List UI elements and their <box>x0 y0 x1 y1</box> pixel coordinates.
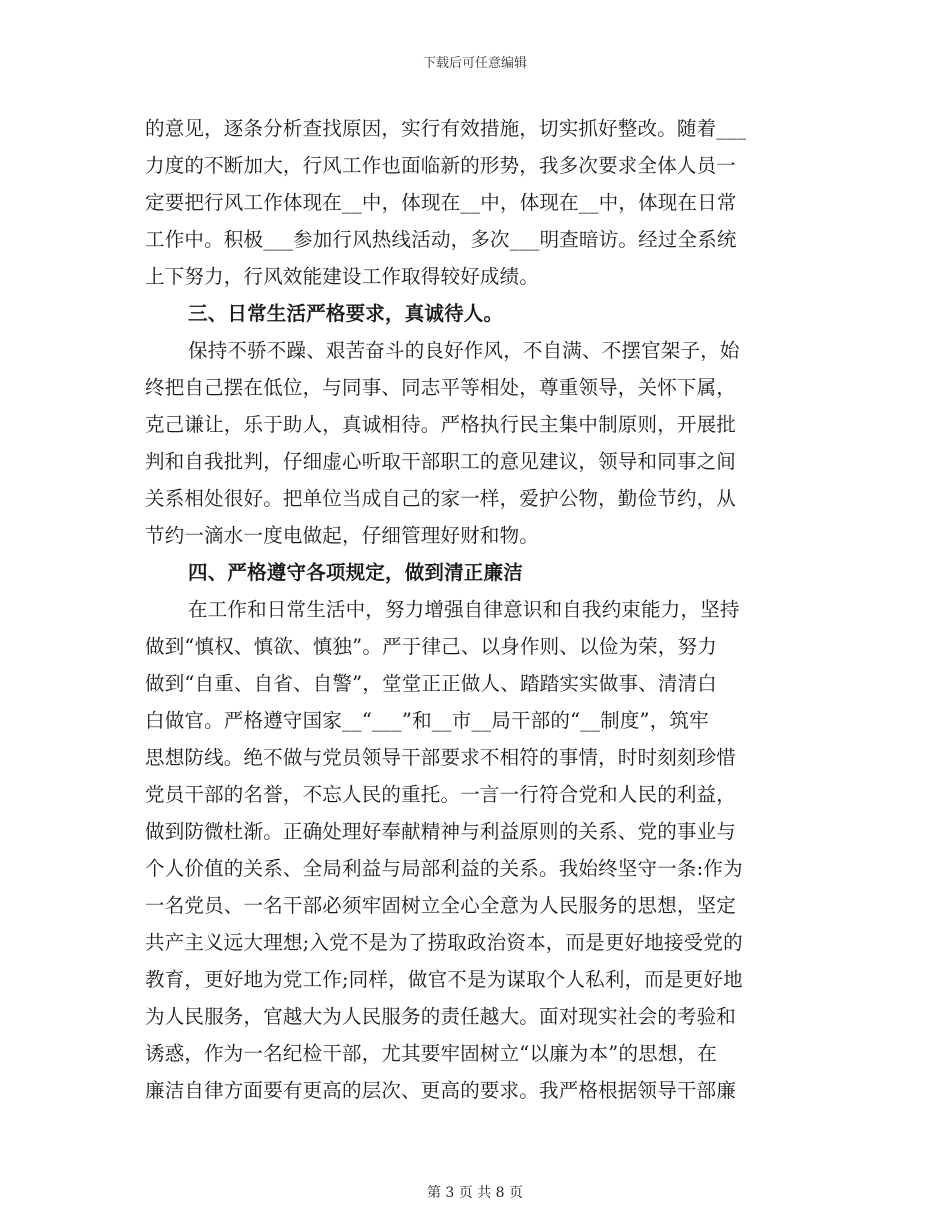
section-heading-4: 四、严格遵守各项规定，做到清正廉洁 <box>188 561 523 584</box>
paragraph-line: 克己谦让，乐于助人，真诚相待。严格执行民主集中制原则，开展批 <box>145 413 737 436</box>
paragraph-line: 工作中。积极___参加行风热线活动，多次___明查暗访。经过全系统 <box>145 228 737 251</box>
paragraph-line: 终把自己摆在低位，与同事、同志平等相处，尊重领导，关怀下属， <box>145 376 737 399</box>
document-body <box>145 110 805 1109</box>
paragraph-line: 个人价值的关系、全局利益与局部利益的关系。我始终坚守一条:作为 <box>145 857 743 880</box>
paragraph-line: 为人民服务，官越大为人民服务的责任越大。面对现实社会的考验和 <box>145 1005 737 1028</box>
paragraph-line: 廉洁自律方面要有更高的层次、更高的要求。我严格根据领导干部廉 <box>145 1079 737 1102</box>
page-header-note: 下载后可任意编辑 <box>422 56 527 71</box>
page-number: 第 3 页 共 8 页 <box>426 1185 524 1201</box>
paragraph-line: 定要把行风工作体现在__中，体现在__中，体现在__中，体现在日常 <box>145 191 737 214</box>
paragraph-line: 关系相处很好。把单位当成自己的家一样，爱护公物，勤俭节约，从 <box>145 487 737 510</box>
paragraph-line: 一名党员、一名干部必须牢固树立全心全意为人民服务的思想，坚定 <box>145 894 737 917</box>
paragraph-line: 思想防线。绝不做与党员领导干部要求不相符的事情，时时刻刻珍惜 <box>145 746 737 769</box>
paragraph-line: 节约一滴水一度电做起，仔细管理好财和物。 <box>145 524 540 547</box>
paragraph-line: 判和自我批判，仔细虚心听取干部职工的意见建议，领导和同事之间 <box>145 450 737 473</box>
paragraph-line: 教育，更好地为党工作;同样，做官不是为谋取个人私利，而是更好地 <box>145 968 743 991</box>
paragraph-line: 在工作和日常生活中，努力增强自律意识和自我约束能力，坚持 <box>188 598 740 621</box>
paragraph-line: 做到“慎权、慎欲、慎独”。严于律己、以身作则、以俭为荣，努力 <box>145 635 717 658</box>
paragraph-line: 诱惑，作为一名纪检干部，尤其要牢固树立“以廉为本”的思想，在 <box>145 1042 717 1065</box>
paragraph-line: 做到“自重、自省、自警”，堂堂正正做人、踏踏实实做事、清清白 <box>145 672 717 695</box>
section-heading-3: 三、日常生活严格要求，真诚待人。 <box>188 302 504 325</box>
paragraph-line: 做到防微杜渐。正确处理好奉献精神与利益原则的关系、党的事业与 <box>145 820 737 843</box>
paragraph-line: 白做官。严格遵守国家__“___”和__市__局干部的“__制度”，筑牢 <box>145 709 709 732</box>
paragraph-line: 上下努力，行风效能建设工作取得较好成绩。 <box>145 265 540 288</box>
paragraph-line: 共产主义远大理想;入党不是为了捞取政治资本，而是更好地接受党的 <box>145 931 743 954</box>
paragraph-line: 力度的不断加大，行风工作也面临新的形势，我多次要求全体人员一 <box>145 154 737 177</box>
paragraph-line: 的意见，逐条分析查找原因，实行有效措施，切实抓好整改。随着___ <box>145 117 747 140</box>
paragraph-line: 党员干部的名誉，不忘人民的重托。一言一行符合党和人民的利益， <box>145 783 737 806</box>
paragraph-line: 保持不骄不躁、艰苦奋斗的良好作风，不自满、不摆官架子，始 <box>188 339 740 362</box>
